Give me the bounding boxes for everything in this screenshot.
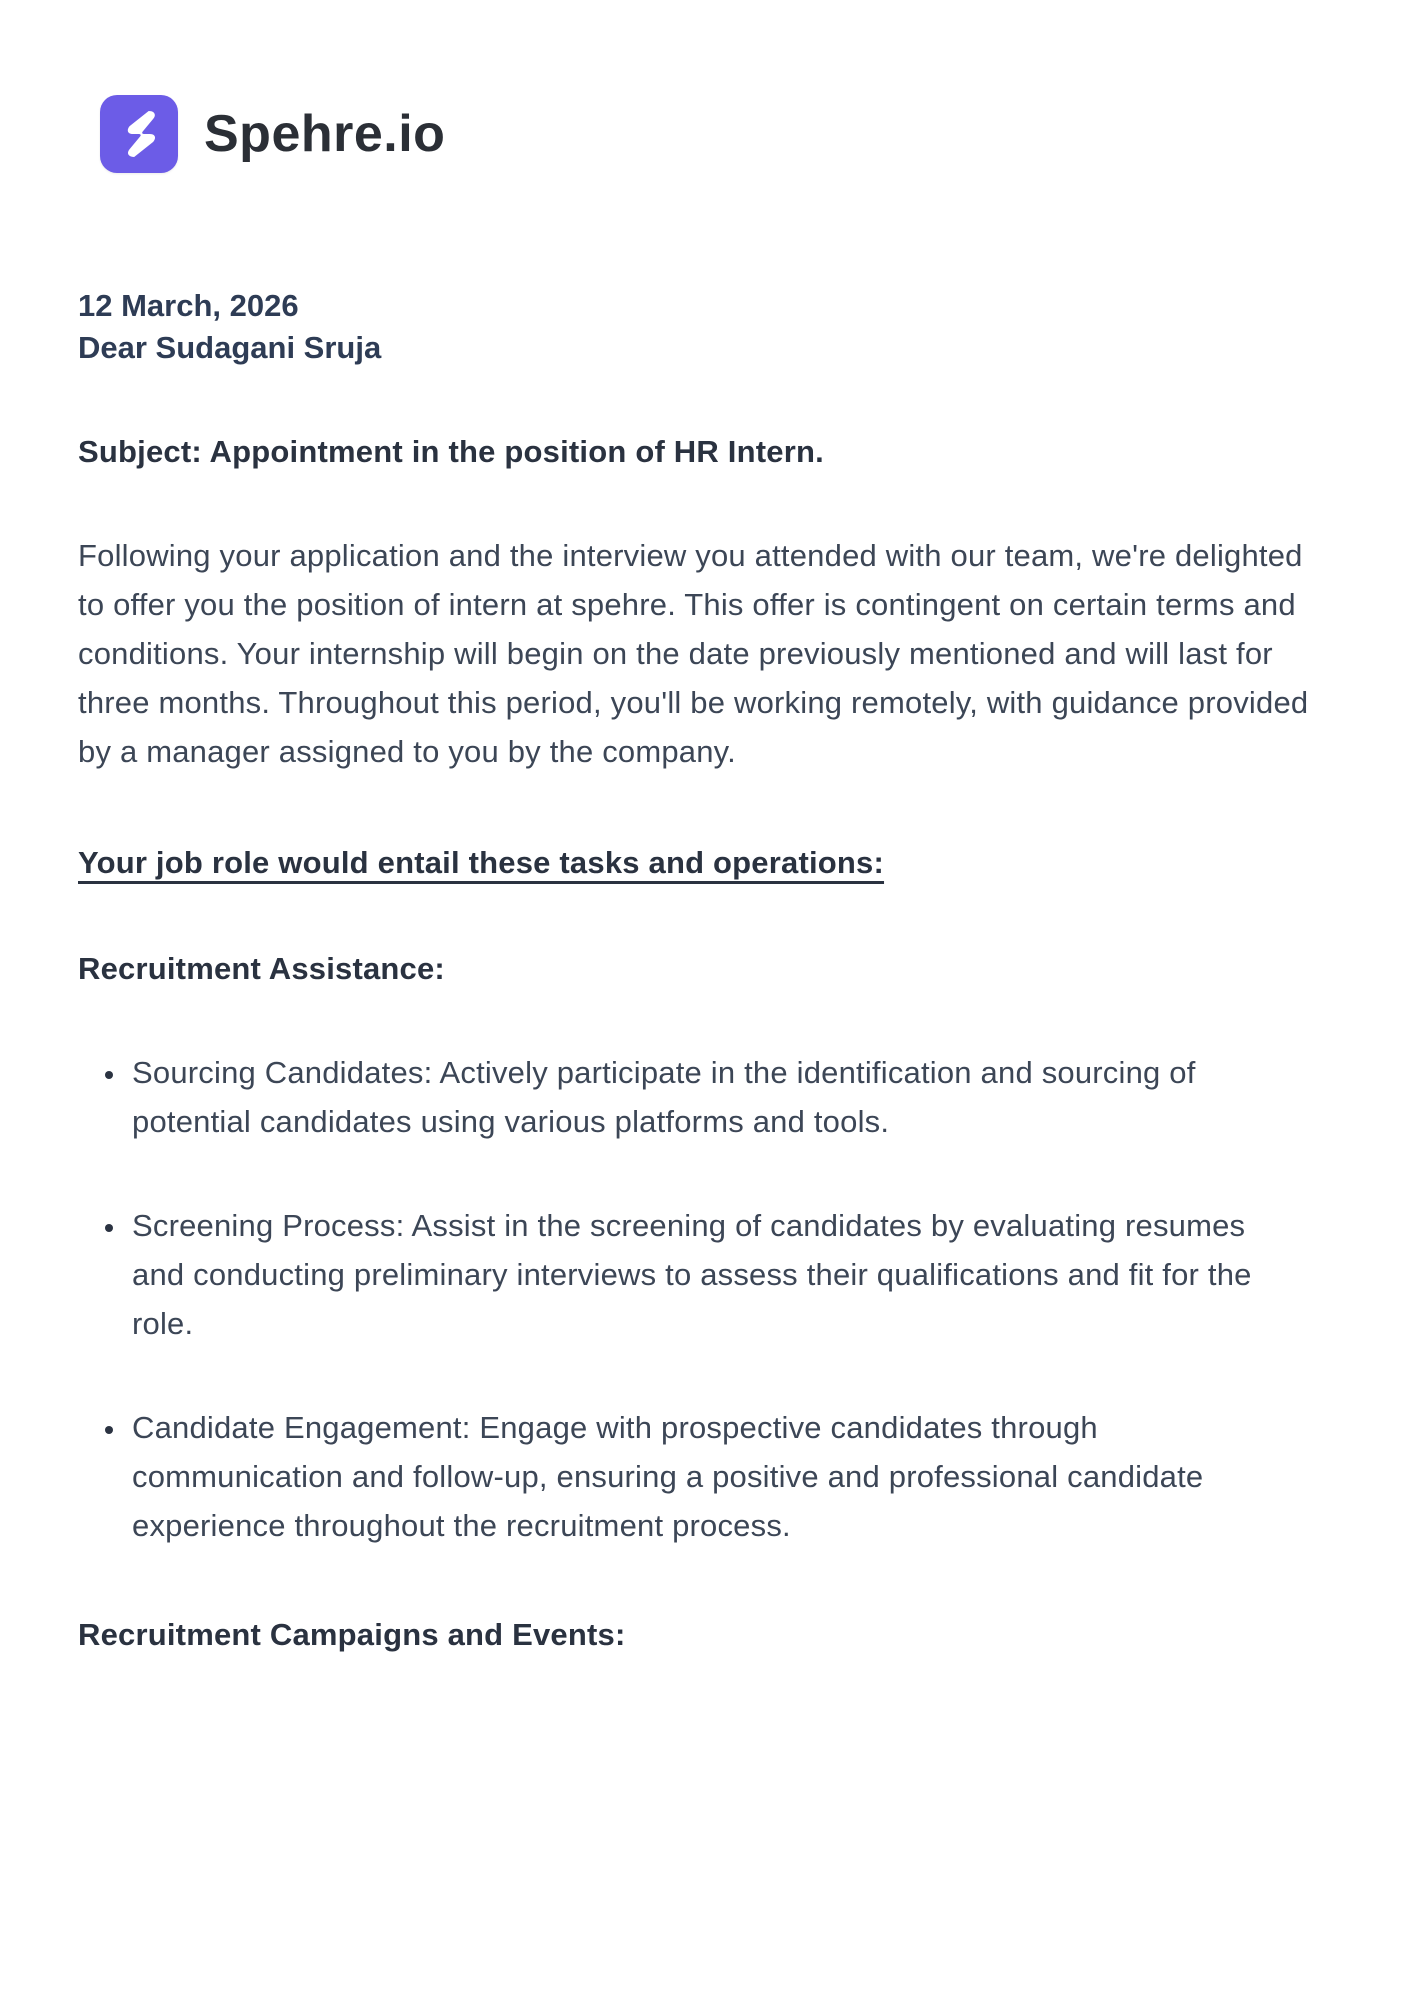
spehre-logo-icon <box>100 95 178 173</box>
brand-lockup <box>100 95 1314 173</box>
letter-greeting: Dear Sudagani Sruja <box>78 330 382 365</box>
brand-name: Spehre.io <box>204 105 446 163</box>
section-title: Recruitment Campaigns and Events: <box>78 1617 626 1652</box>
bullet-item: • Sourcing Candidates: Actively participate in the identification and sourcing of potential candidates using various platforms and tools. <box>128 1048 1268 1146</box>
intro-paragraph: Following your application and the interview you attended with our team, we're delighted to offer you the position of intern at spehre. This offer is contingent on certain terms and conditions. Your internship will begin on the date previously mentioned and will last for three months. Throughout this period, you'll be working remotely, with guidance provided by a manager assigned to you by the company. <box>78 538 1309 769</box>
subject-line: Subject: Appointment in the position of HR Intern. <box>78 434 824 469</box>
bullet-item: • Screening Process: Assist in the screening of candidates by evaluating resumes and conducting preliminary interviews to assess their qualifications and fit for the role. <box>128 1201 1268 1348</box>
tasks-heading: Your job role would entail these tasks and operations: <box>78 845 885 880</box>
bullet-item: • Candidate Engagement: Engage with prospective candidates through communication and follow-up, ensuring a positive and professional candidate experience throughout the recruitment process. <box>128 1403 1268 1550</box>
task-sections <box>78 948 1314 1656</box>
bullet-list <box>78 1048 1268 1550</box>
task-section <box>78 1614 1314 1656</box>
letter-date: 12 March, 2026 <box>78 288 299 323</box>
section-title: Recruitment Assistance: <box>78 951 445 986</box>
task-section <box>78 948 1314 1550</box>
